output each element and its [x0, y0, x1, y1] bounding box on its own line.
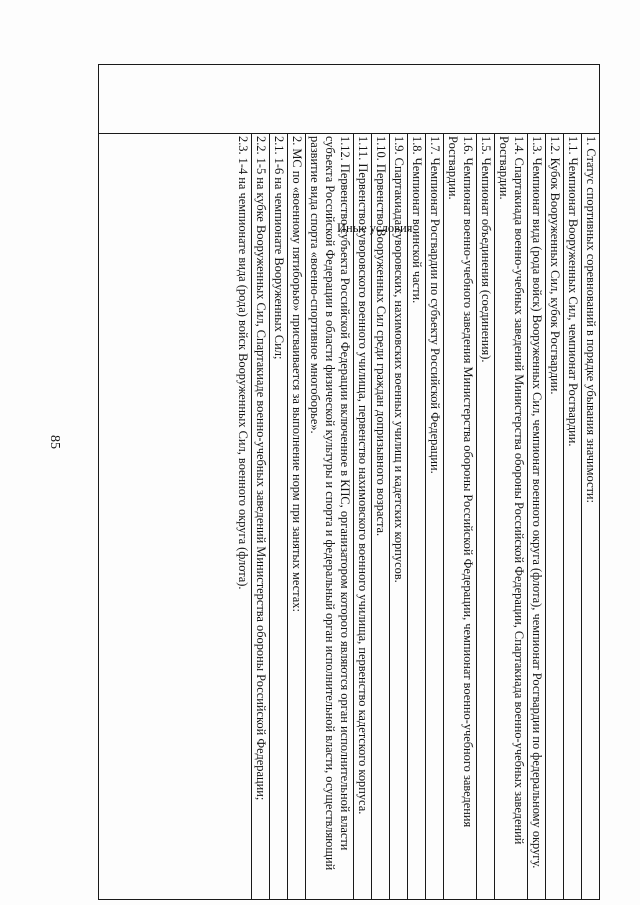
table-row: 1.4. Спартакиада военно-учебных заведений Министерства обороны Российской Федерации, Спартакиада военно-учебных заведений Росгвардии. — [494, 133, 527, 899]
table-row: 1.2. Кубок Вооруженных Сил, кубок Росгвардии. — [545, 133, 563, 899]
table-row: 1.10. Первенство Вооруженных Сил среди граждан допризывного возраста. — [371, 133, 389, 899]
conditions-table — [98, 64, 600, 900]
table-row: 1.6. Чемпионат военно-учебного заведения Министерства обороны Российской Федерации, чемпионат военно-учебного заведения Росгвардии. — [443, 133, 476, 899]
table-row: 1.11. Первенство суворовского военного училища, первенство нахимовского военного училища, первенство кадетского корпуса. — [353, 133, 371, 899]
row-label: Иные условия — [337, 221, 413, 235]
table-row: 1.7. Чемпионат Росгвардии по субъекту Российской Федерации. — [425, 133, 443, 899]
table-row: 2.1. 1-6 на чемпионате Вооруженных Сил; — [269, 133, 287, 899]
table-row: 2. МС по «военному пятиборью» присваивается за выполнение норм при занятых местах: — [287, 133, 305, 899]
table-row: 1.3. Чемпионат вида (рода войск) Вооруженных Сил, чемпионат военного округа (флота), чемпионат Росгвардии по федеральному округу. — [527, 133, 545, 899]
page-number: 85 — [47, 435, 62, 449]
table-row: 1.12. Первенство субъекта Российской Федерации включенное в КПС, организатором которого являются орган исполнительной власти субъекта Российской Федерации в области физической культуры и спорта и федеральный орган исполнительной власти, осуществляющий развитие вида спорта «военно-спортивное многоборье». — [305, 133, 353, 899]
table-row: 1.9. Спартакиада суворовских, нахимовских военных училищ и кадетских корпусов. — [389, 133, 407, 899]
content-column — [99, 133, 599, 899]
table-row: 2.3. 1-4 на чемпионате вида (рода) войск Вооруженных Сил, военного округа (флота). — [236, 136, 250, 590]
table-row: 1. Статус спортивных соревнований в порядке убывания значимости: — [581, 133, 599, 899]
table-row: 1.8. Чемпионат воинской части. — [407, 133, 425, 899]
table-row: 1.5. Чемпионат объединения (соединения). — [476, 133, 494, 899]
table-row: 2.2. 1-5 на кубке Вооруженных Сил, Спартакиаде военно-учебных заведений Министерства обороны Российской Федерации; — [251, 133, 269, 899]
table-row: 1.1. Чемпионат Вооруженных Сил, чемпионат Росгвардии. — [563, 133, 581, 899]
